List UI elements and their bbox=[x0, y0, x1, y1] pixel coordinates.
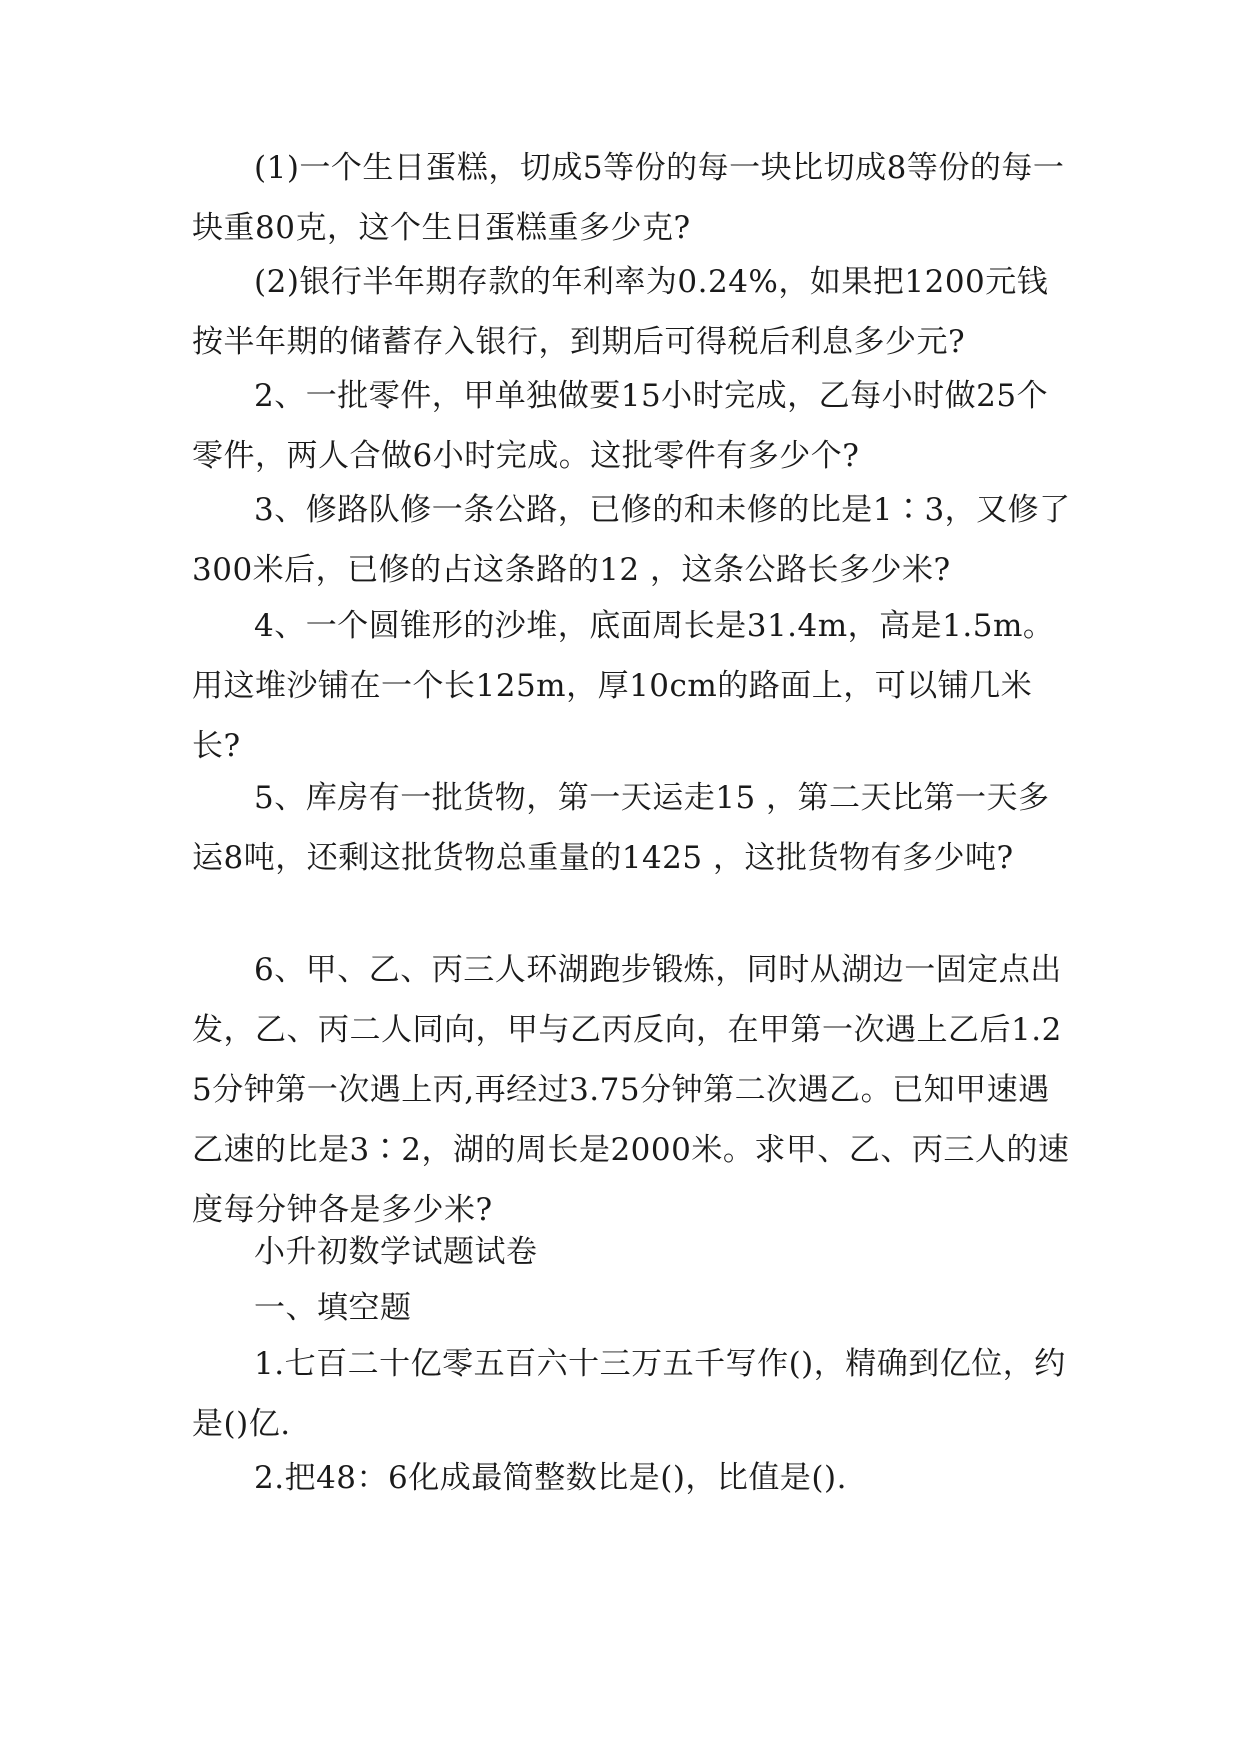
section-heading-fill-blank bbox=[192, 1278, 1072, 1338]
paragraph-text: 4、一个圆锥形的沙堆，底面周长是31.4m，高是1.5m。用这堆沙铺在一个长125m，厚10cm的路面上，可以铺几米长? bbox=[192, 608, 1055, 764]
paragraph-problem-1-2 bbox=[192, 252, 1072, 372]
paragraph-text: 小升初数学试题试卷 bbox=[254, 1234, 538, 1270]
paragraph-problem-6 bbox=[192, 940, 1072, 1240]
paragraph-text: 3、修路队修一条公路，已修的和未修的比是1∶3，又修了300米后，已修的占这条路的12 ，这条公路长多少米? bbox=[192, 492, 1071, 588]
paragraph-problem-4 bbox=[192, 596, 1072, 776]
paragraph-problem-3 bbox=[192, 480, 1072, 600]
paragraph-text: 2、一批零件，甲单独做要15小时完成，乙每小时做25个零件，两人合做6小时完成。这批零件有多少个? bbox=[192, 378, 1049, 474]
paragraph-question-2 bbox=[192, 1448, 1072, 1508]
paragraph-text: 1.七百二十亿零五百六十三万五千写作()，精确到亿位，约是()亿. bbox=[192, 1346, 1066, 1442]
paragraph-text: (2)银行半年期存款的年利率为0.24%，如果把1200元钱按半年期的储蓄存入银行，到期后可得税后利息多少元? bbox=[192, 264, 1049, 360]
paragraph-question-1 bbox=[192, 1334, 1072, 1454]
paragraph-problem-1-1 bbox=[192, 138, 1072, 258]
paragraph-text: 6、甲、乙、丙三人环湖跑步锻炼，同时从湖边一固定点出发，乙、丙二人同向，甲与乙丙反向，在甲第一次遇上乙后1.25分钟第一次遇上丙,再经过3.75分钟第二次遇乙。已知甲速遇乙速的比是3∶2，湖的周长是2000米。求甲、乙、丙三人的速度每分钟各是多少米? bbox=[192, 952, 1070, 1228]
paragraph-text: 5、库房有一批货物，第一天运走15 ，第二天比第一天多运8吨，还剩这批货物总重量的1425 ，这批货物有多少吨? bbox=[192, 780, 1050, 876]
paragraph-text: 2.把48：6化成最简整数比是()，比值是(). bbox=[254, 1460, 847, 1496]
paragraph-problem-5 bbox=[192, 768, 1072, 888]
section-title bbox=[192, 1222, 1072, 1282]
paragraph-text: (1)一个生日蛋糕，切成5等份的每一块比切成8等份的每一块重80克，这个生日蛋糕重多少克? bbox=[192, 150, 1065, 246]
paragraph-problem-2 bbox=[192, 366, 1072, 486]
paragraph-text: 一、填空题 bbox=[254, 1290, 412, 1326]
